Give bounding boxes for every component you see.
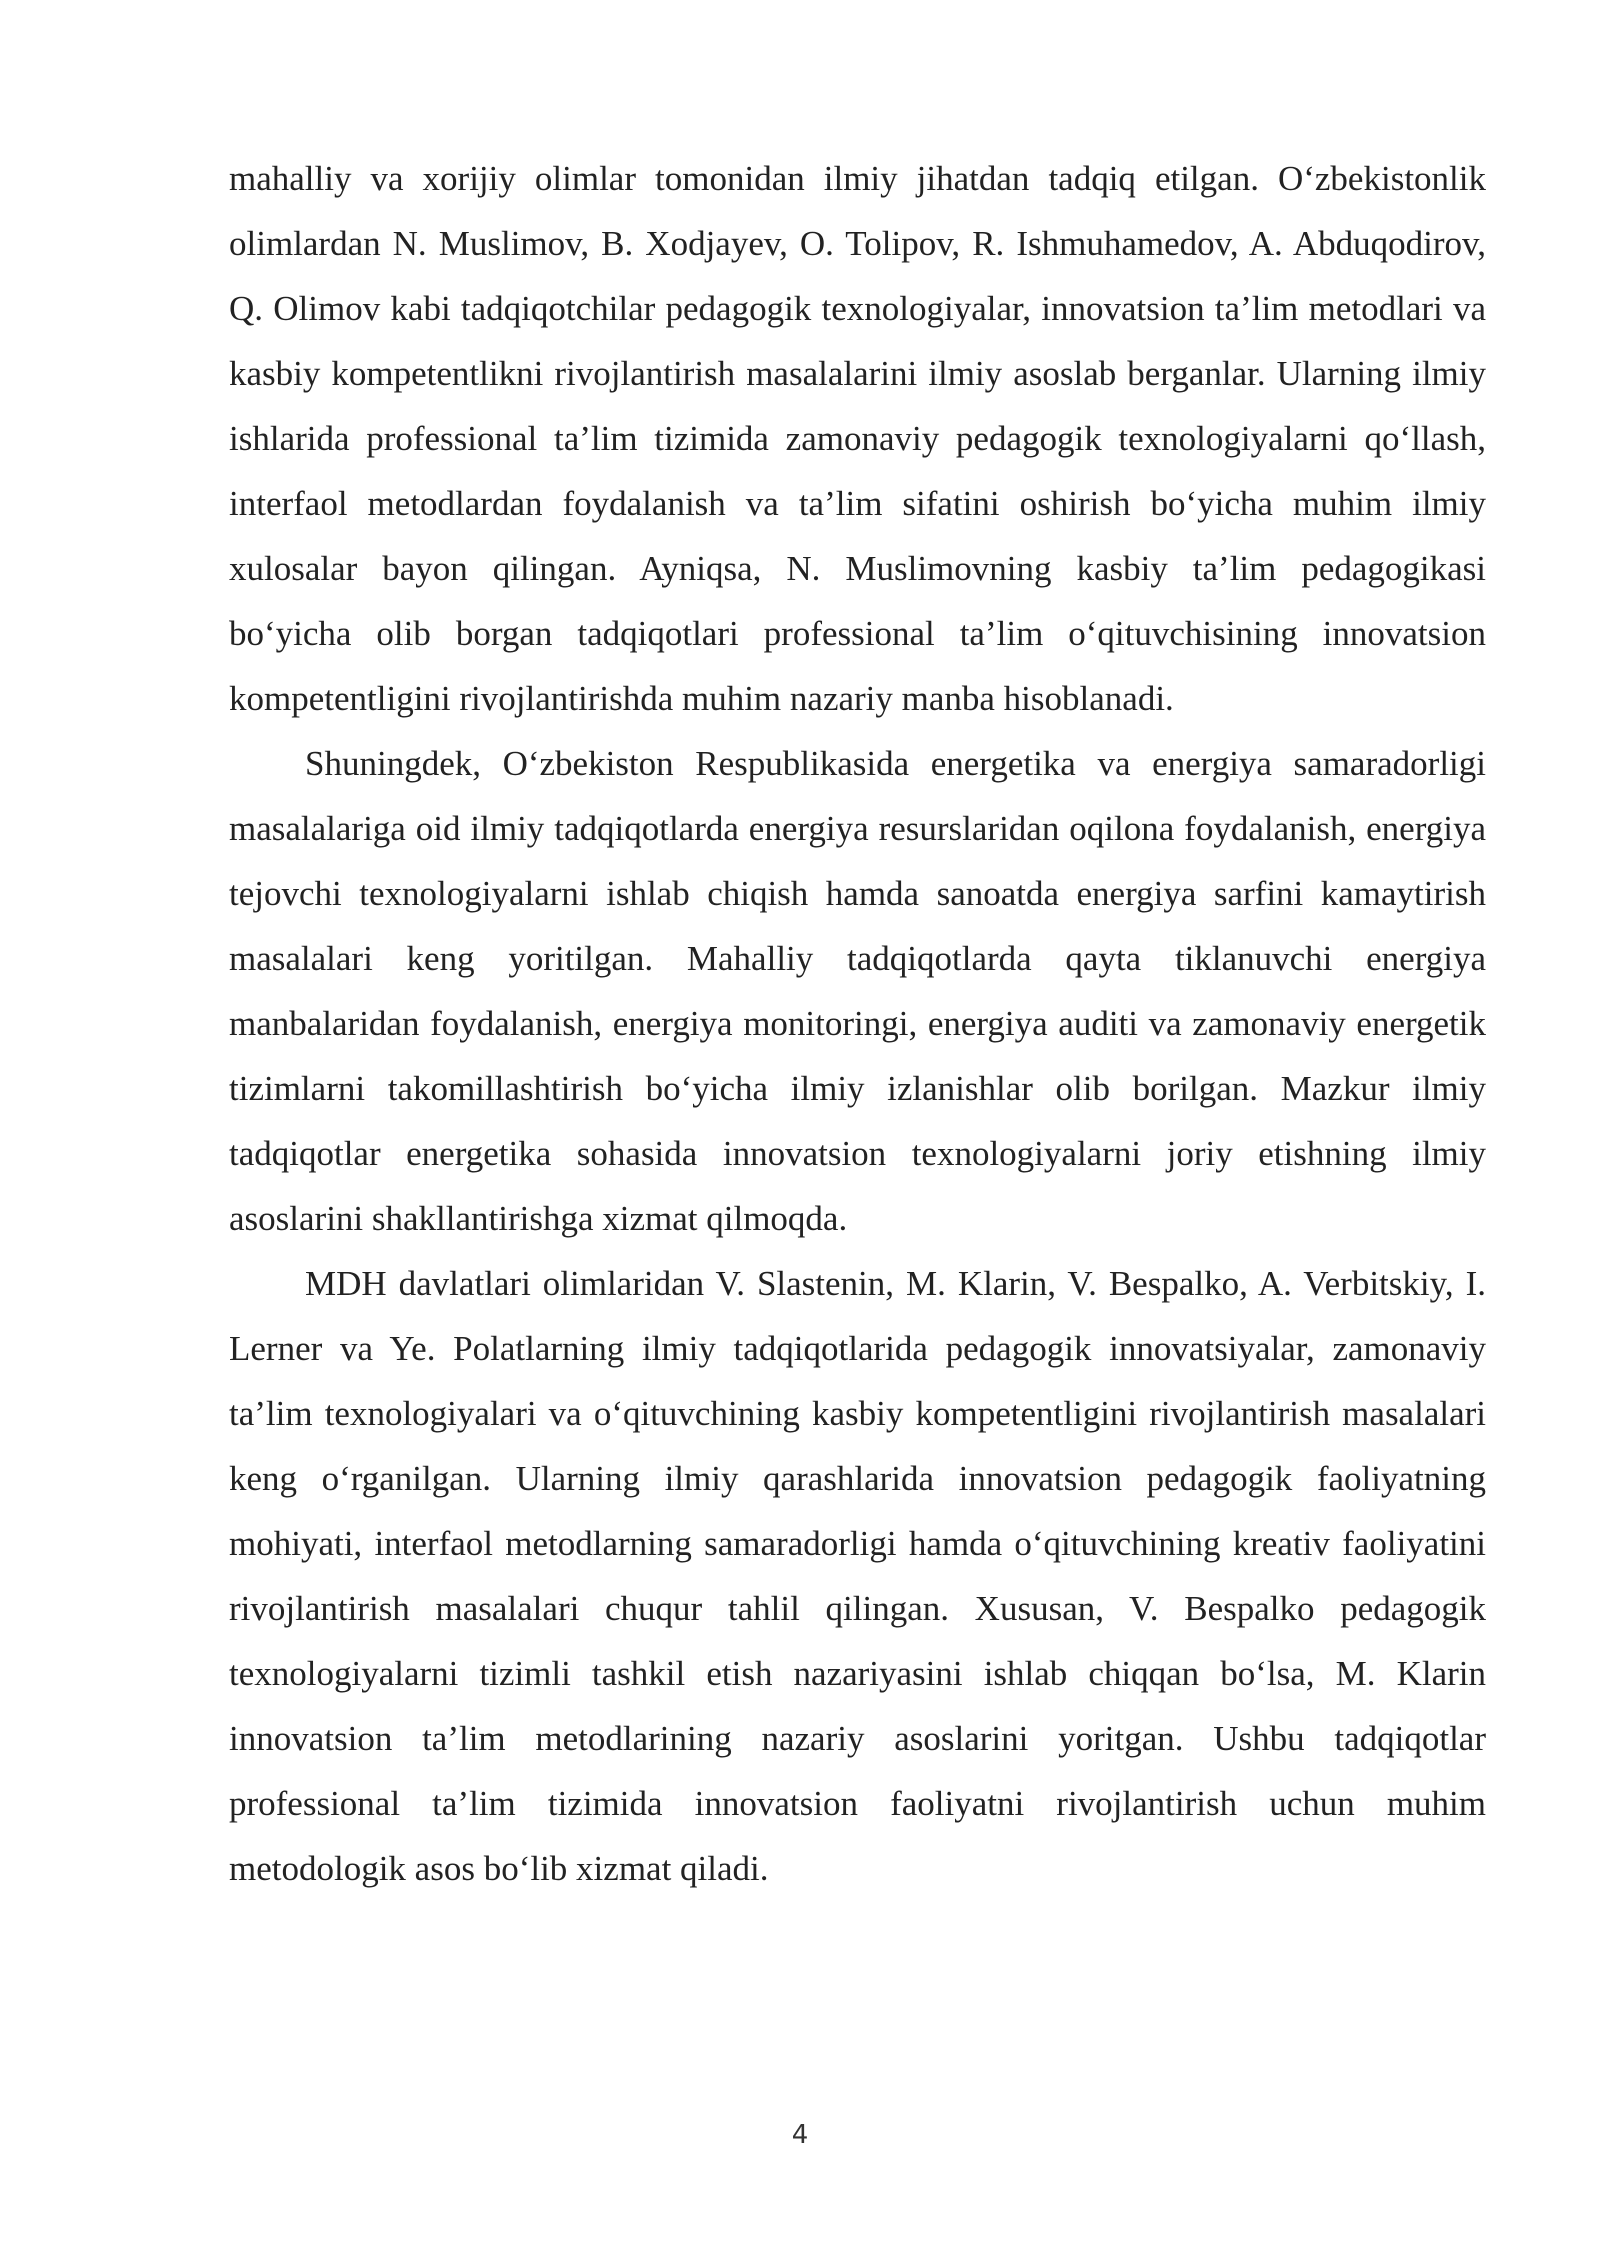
paragraph-cis-scholars: MDH davlatlari olimlaridan V. Slastenin, M. Klarin, V. Bespalko, A. Verbitskiy, I. Lerner va Ye. Polatlarning ilmiy tadqiqotlarida pedagogik innovatsiyalar, zamonaviy ta’lim texnologiyalari va o‘qituvchining kasbiy kompetentligini rivojlantirish masalalari keng o‘rganilgan. Ularning ilmiy qarashlarida innovatsion pedagogik faoliyatning mohiyati, interfaol metodlarning samaradorligi hamda o‘qituvchining kreativ faoliyatini rivojlantirish masalalari chuqur tahlil qilingan. Xususan, V. Bespalko pedagogik texnologiyalarni tizimli tashkil etish nazariyasini ishlab chiqqan bo‘lsa, M. Klarin innovatsion ta’lim metodlarining nazariy asoslarini yoritgan. Ushbu tadqiqotlar professional ta’lim tizimida innovatsion faoliyatni rivojlantirish uchun muhim metodologik asos bo‘lib xizmat qiladi. [229, 1264, 1486, 1888]
paragraph-energy-research: Shuningdek, O‘zbekiston Respublikasida energetika va energiya samaradorligi masalalariga oid ilmiy tadqiqotlarda energiya resurslaridan oqilona foydalanish, energiya tejovchi texnologiyalarni ishlab chiqish hamda sanoatda energiya sarfini kamaytirish masalalari keng yoritilgan. Mahalliy tadqiqotlarda qayta tiklanuvchi energiya manbalaridan foydalanish, energiya monitoringi, energiya auditi va zamonaviy energetik tizimlarni takomillashtirish bo‘yicha ilmiy izlanishlar olib borilgan. Mazkur ilmiy tadqiqotlar energetika sohasida innovatsion texnologiyalarni joriy etishning ilmiy asoslarini shakllantirishga xizmat qilmoqda. [229, 744, 1486, 1238]
paragraph-continued: mahalliy va xorijiy olimlar tomonidan ilmiy jihatdan tadqiq etilgan. O‘zbekistonlik olimlardan N. Muslimov, B. Xodjayev, O. Tolipov, R. Ishmuhamedov, A. Abduqodirov, Q. Olimov kabi tadqiqotchilar pedagogik texnologiyalar, innovatsion ta’lim metodlari va kasbiy kompetentlikni rivojlantirish masalalarini ilmiy asoslab berganlar. Ularning ilmiy ishlarida professional ta’lim tizimida zamonaviy pedagogik texnologiyalarni qo‘llash, interfaol metodlardan foydalanish va ta’lim sifatini oshirish bo‘yicha muhim ilmiy xulosalar bayon qilingan. Ayniqsa, N. Muslimovning kasbiy ta’lim pedagogikasi bo‘yicha olib borgan tadqiqotlari professional ta’lim o‘qituvchisining innovatsion kompetentligini rivojlantirishda muhim nazariy manba hisoblanadi. [229, 159, 1486, 718]
page-number: 4 [791, 2120, 809, 2150]
document-body [229, 146, 1486, 1901]
